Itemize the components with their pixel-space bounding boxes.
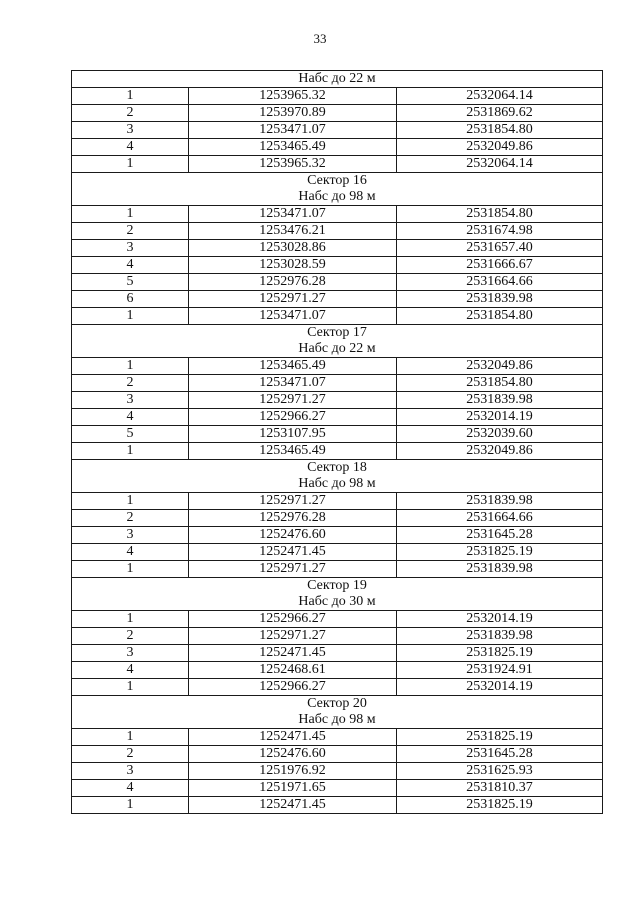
table-row	[72, 375, 603, 392]
point-number: 6	[72, 291, 189, 308]
point-number: 2	[72, 375, 189, 392]
zone-label: Набс до 30 м	[72, 594, 603, 611]
y-coordinate: 2531825.19	[397, 544, 603, 561]
x-coordinate: 1252471.45	[189, 729, 397, 746]
point-number: 3	[72, 392, 189, 409]
point-number: 1	[72, 797, 189, 814]
sector-title: Сектор 17	[72, 325, 603, 342]
point-number: 2	[72, 746, 189, 763]
y-coordinate: 2531839.98	[397, 628, 603, 645]
x-coordinate: 1253028.59	[189, 257, 397, 274]
y-coordinate: 2532064.14	[397, 156, 603, 173]
y-coordinate: 2531825.19	[397, 797, 603, 814]
x-coordinate: 1252966.27	[189, 409, 397, 426]
y-coordinate: 2532039.60	[397, 426, 603, 443]
point-number: 2	[72, 105, 189, 122]
table-row	[72, 527, 603, 544]
table-row	[72, 797, 603, 814]
sector-header-row	[72, 578, 603, 595]
point-number: 1	[72, 358, 189, 375]
table-row	[72, 510, 603, 527]
point-number: 1	[72, 443, 189, 460]
table-row	[72, 223, 603, 240]
table-row	[72, 88, 603, 105]
x-coordinate: 1252471.45	[189, 645, 397, 662]
x-coordinate: 1252476.60	[189, 746, 397, 763]
y-coordinate: 2532049.86	[397, 358, 603, 375]
coordinates-table-body	[72, 71, 603, 814]
y-coordinate: 2531625.93	[397, 763, 603, 780]
sector-title: Сектор 19	[72, 578, 603, 595]
zone-header-row	[72, 189, 603, 206]
x-coordinate: 1252971.27	[189, 392, 397, 409]
x-coordinate: 1252471.45	[189, 544, 397, 561]
point-number: 2	[72, 628, 189, 645]
x-coordinate: 1252468.61	[189, 662, 397, 679]
x-coordinate: 1253471.07	[189, 308, 397, 325]
point-number: 1	[72, 88, 189, 105]
point-number: 4	[72, 662, 189, 679]
table-row	[72, 139, 603, 156]
table-row	[72, 308, 603, 325]
table-row	[72, 240, 603, 257]
x-coordinate: 1253028.86	[189, 240, 397, 257]
y-coordinate: 2532049.86	[397, 139, 603, 156]
x-coordinate: 1253970.89	[189, 105, 397, 122]
zone-header-row	[72, 712, 603, 729]
table-row	[72, 493, 603, 510]
x-coordinate: 1252966.27	[189, 611, 397, 628]
table-row	[72, 257, 603, 274]
table-row	[72, 679, 603, 696]
x-coordinate: 1252971.27	[189, 493, 397, 510]
y-coordinate: 2531839.98	[397, 493, 603, 510]
zone-header-row	[72, 594, 603, 611]
y-coordinate: 2532014.19	[397, 611, 603, 628]
table-row	[72, 746, 603, 763]
point-number: 3	[72, 645, 189, 662]
table-row	[72, 392, 603, 409]
x-coordinate: 1253471.07	[189, 206, 397, 223]
x-coordinate: 1253465.49	[189, 358, 397, 375]
table-row	[72, 206, 603, 223]
sector-header-row	[72, 173, 603, 190]
point-number: 4	[72, 409, 189, 426]
y-coordinate: 2531664.66	[397, 510, 603, 527]
table-row	[72, 443, 603, 460]
y-coordinate: 2531645.28	[397, 746, 603, 763]
y-coordinate: 2531839.98	[397, 561, 603, 578]
sector-title: Сектор 20	[72, 696, 603, 713]
y-coordinate: 2531645.28	[397, 527, 603, 544]
x-coordinate: 1252471.45	[189, 797, 397, 814]
table-row	[72, 763, 603, 780]
y-coordinate: 2532049.86	[397, 443, 603, 460]
x-coordinate: 1252971.27	[189, 291, 397, 308]
zone-label: Набс до 98 м	[72, 476, 603, 493]
zone-label: Набс до 22 м	[72, 71, 603, 88]
y-coordinate: 2531657.40	[397, 240, 603, 257]
table-row	[72, 645, 603, 662]
y-coordinate: 2531810.37	[397, 780, 603, 797]
zone-label: Набс до 98 м	[72, 712, 603, 729]
table-row	[72, 291, 603, 308]
point-number: 1	[72, 729, 189, 746]
x-coordinate: 1252976.28	[189, 274, 397, 291]
point-number: 2	[72, 223, 189, 240]
table-row	[72, 729, 603, 746]
sector-header-row	[72, 696, 603, 713]
y-coordinate: 2531825.19	[397, 645, 603, 662]
point-number: 1	[72, 156, 189, 173]
table-row	[72, 544, 603, 561]
point-number: 1	[72, 611, 189, 628]
point-number: 1	[72, 206, 189, 223]
x-coordinate: 1253965.32	[189, 88, 397, 105]
table-row	[72, 426, 603, 443]
y-coordinate: 2531924.91	[397, 662, 603, 679]
x-coordinate: 1253471.07	[189, 375, 397, 392]
point-number: 1	[72, 561, 189, 578]
point-number: 4	[72, 780, 189, 797]
table-row	[72, 780, 603, 797]
table-row	[72, 358, 603, 375]
y-coordinate: 2531854.80	[397, 308, 603, 325]
x-coordinate: 1253465.49	[189, 139, 397, 156]
y-coordinate: 2531854.80	[397, 206, 603, 223]
sector-header-row	[72, 325, 603, 342]
x-coordinate: 1252966.27	[189, 679, 397, 696]
x-coordinate: 1253107.95	[189, 426, 397, 443]
point-number: 3	[72, 763, 189, 780]
y-coordinate: 2531674.98	[397, 223, 603, 240]
point-number: 3	[72, 240, 189, 257]
table-row	[72, 662, 603, 679]
point-number: 4	[72, 139, 189, 156]
zone-header-row	[72, 476, 603, 493]
x-coordinate: 1253965.32	[189, 156, 397, 173]
y-coordinate: 2531839.98	[397, 291, 603, 308]
zone-header-row	[72, 341, 603, 358]
x-coordinate: 1253471.07	[189, 122, 397, 139]
y-coordinate: 2531854.80	[397, 375, 603, 392]
point-number: 1	[72, 308, 189, 325]
x-coordinate: 1251971.65	[189, 780, 397, 797]
point-number: 4	[72, 544, 189, 561]
y-coordinate: 2531869.62	[397, 105, 603, 122]
zone-label: Набс до 22 м	[72, 341, 603, 358]
page-number: 33	[313, 31, 327, 46]
coordinates-table	[71, 70, 603, 814]
x-coordinate: 1253476.21	[189, 223, 397, 240]
table-row	[72, 409, 603, 426]
y-coordinate: 2531666.67	[397, 257, 603, 274]
y-coordinate: 2531664.66	[397, 274, 603, 291]
table-row	[72, 156, 603, 173]
sector-title: Сектор 16	[72, 173, 603, 190]
y-coordinate: 2531825.19	[397, 729, 603, 746]
table-row	[72, 561, 603, 578]
table-row	[72, 628, 603, 645]
x-coordinate: 1253465.49	[189, 443, 397, 460]
point-number: 2	[72, 510, 189, 527]
x-coordinate: 1252976.28	[189, 510, 397, 527]
zone-label: Набс до 98 м	[72, 189, 603, 206]
x-coordinate: 1251976.92	[189, 763, 397, 780]
y-coordinate: 2531839.98	[397, 392, 603, 409]
point-number: 1	[72, 679, 189, 696]
point-number: 4	[72, 257, 189, 274]
point-number: 3	[72, 527, 189, 544]
x-coordinate: 1252476.60	[189, 527, 397, 544]
y-coordinate: 2532014.19	[397, 679, 603, 696]
y-coordinate: 2532064.14	[397, 88, 603, 105]
x-coordinate: 1252971.27	[189, 561, 397, 578]
table-row	[72, 122, 603, 139]
point-number: 3	[72, 122, 189, 139]
point-number: 5	[72, 426, 189, 443]
y-coordinate: 2531854.80	[397, 122, 603, 139]
y-coordinate: 2532014.19	[397, 409, 603, 426]
x-coordinate: 1252971.27	[189, 628, 397, 645]
sector-title: Сектор 18	[72, 460, 603, 477]
point-number: 5	[72, 274, 189, 291]
table-row	[72, 105, 603, 122]
table-row	[72, 274, 603, 291]
table-row	[72, 611, 603, 628]
zone-header-row	[72, 71, 603, 88]
sector-header-row	[72, 460, 603, 477]
point-number: 1	[72, 493, 189, 510]
